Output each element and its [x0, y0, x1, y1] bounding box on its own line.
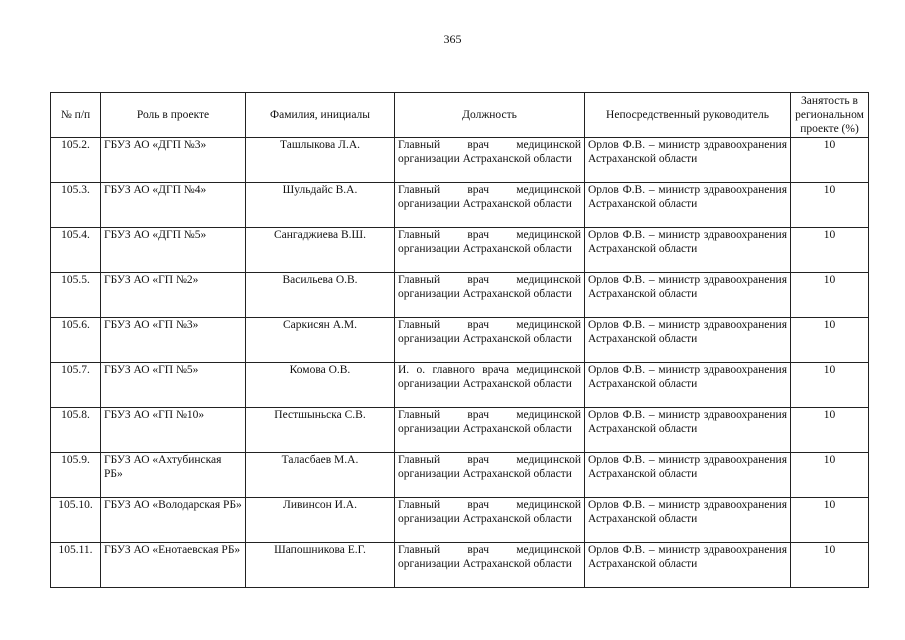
row-position: Главный врач медицинской организации Астраханской области [395, 498, 585, 543]
row-load: 10 [791, 183, 869, 228]
row-role: ГБУЗ АО «Енотаевская РБ» [101, 543, 246, 588]
row-name: Васильева О.В. [246, 273, 395, 318]
row-num: 105.6. [51, 318, 101, 363]
row-role: ГБУЗ АО «ГП №2» [101, 273, 246, 318]
row-position: Главный врач медицинской организации Астраханской области [395, 543, 585, 588]
row-supervisor: Орлов Ф.В. – министр здравоохранения Астраханской области [585, 498, 791, 543]
row-role: ГБУЗ АО «ГП №3» [101, 318, 246, 363]
row-position: Главный врач медицинской организации Астраханской области [395, 453, 585, 498]
row-name: Саркисян А.М. [246, 318, 395, 363]
header-position: Должность [395, 93, 585, 138]
table-row [51, 318, 869, 363]
row-supervisor: Орлов Ф.В. – министр здравоохранения Астраханской области [585, 543, 791, 588]
row-supervisor: Орлов Ф.В. – министр здравоохранения Астраханской области [585, 228, 791, 273]
row-position: Главный врач медицинской организации Астраханской области [395, 228, 585, 273]
header-row [51, 93, 869, 138]
row-supervisor: Орлов Ф.В. – министр здравоохранения Астраханской области [585, 273, 791, 318]
row-role: ГБУЗ АО «Володарская РБ» [101, 498, 246, 543]
row-num: 105.11. [51, 543, 101, 588]
row-supervisor: Орлов Ф.В. – министр здравоохранения Астраханской области [585, 408, 791, 453]
row-supervisor: Орлов Ф.В. – министр здравоохранения Астраханской области [585, 318, 791, 363]
page-number: 365 [443, 32, 462, 46]
row-position: И. о. главного врача медицинской организации Астраханской области [395, 363, 585, 408]
row-name: Пестшыньска С.В. [246, 408, 395, 453]
project-roster-table [50, 92, 869, 588]
row-load: 10 [791, 318, 869, 363]
row-num: 105.2. [51, 138, 101, 183]
table-row [51, 138, 869, 183]
table-row [51, 498, 869, 543]
row-role: ГБУЗ АО «ГП №10» [101, 408, 246, 453]
header-role: Роль в проекте [101, 93, 246, 138]
row-supervisor: Орлов Ф.В. – министр здравоохранения Астраханской области [585, 183, 791, 228]
table-row [51, 543, 869, 588]
row-position: Главный врач медицинской организации Астраханской области [395, 183, 585, 228]
table-row [51, 183, 869, 228]
row-name: Шульдайс В.А. [246, 183, 395, 228]
row-name: Сангаджиева В.Ш. [246, 228, 395, 273]
row-load: 10 [791, 363, 869, 408]
table-row [51, 273, 869, 318]
row-load: 10 [791, 453, 869, 498]
row-num: 105.8. [51, 408, 101, 453]
row-load: 10 [791, 138, 869, 183]
row-load: 10 [791, 228, 869, 273]
row-supervisor: Орлов Ф.В. – министр здравоохранения Астраханской области [585, 138, 791, 183]
row-name: Шапошникова Е.Г. [246, 543, 395, 588]
header-num: № п/п [51, 93, 101, 138]
row-position: Главный врач медицинской организации Астраханской области [395, 138, 585, 183]
row-num: 105.3. [51, 183, 101, 228]
row-role: ГБУЗ АО «ДГП №3» [101, 138, 246, 183]
row-name: Комова О.В. [246, 363, 395, 408]
row-num: 105.4. [51, 228, 101, 273]
header-name: Фамилия, инициалы [246, 93, 395, 138]
row-supervisor: Орлов Ф.В. – министр здравоохранения Астраханской области [585, 453, 791, 498]
row-role: ГБУЗ АО «Ахтубинская РБ» [101, 453, 246, 498]
row-role: ГБУЗ АО «ДГП №5» [101, 228, 246, 273]
row-position: Главный врач медицинской организации Астраханской области [395, 408, 585, 453]
table-header [51, 93, 869, 138]
table-row [51, 453, 869, 498]
row-name: Ливинсон И.А. [246, 498, 395, 543]
row-role: ГБУЗ АО «ДГП №4» [101, 183, 246, 228]
row-load: 10 [791, 408, 869, 453]
row-num: 105.7. [51, 363, 101, 408]
row-load: 10 [791, 543, 869, 588]
row-num: 105.9. [51, 453, 101, 498]
row-load: 10 [791, 273, 869, 318]
row-num: 105.5. [51, 273, 101, 318]
table-row [51, 408, 869, 453]
row-num: 105.10. [51, 498, 101, 543]
header-load: Занятость в региональном проекте (%) [791, 93, 869, 138]
row-role: ГБУЗ АО «ГП №5» [101, 363, 246, 408]
table-body [51, 138, 869, 588]
row-supervisor: Орлов Ф.В. – министр здравоохранения Астраханской области [585, 363, 791, 408]
row-position: Главный врач медицинской организации Астраханской области [395, 273, 585, 318]
table-row [51, 363, 869, 408]
header-supervisor: Непосредственный руководитель [585, 93, 791, 138]
row-name: Ташлыкова Л.А. [246, 138, 395, 183]
table-row [51, 228, 869, 273]
row-load: 10 [791, 498, 869, 543]
row-name: Таласбаев М.А. [246, 453, 395, 498]
row-position: Главный врач медицинской организации Астраханской области [395, 318, 585, 363]
